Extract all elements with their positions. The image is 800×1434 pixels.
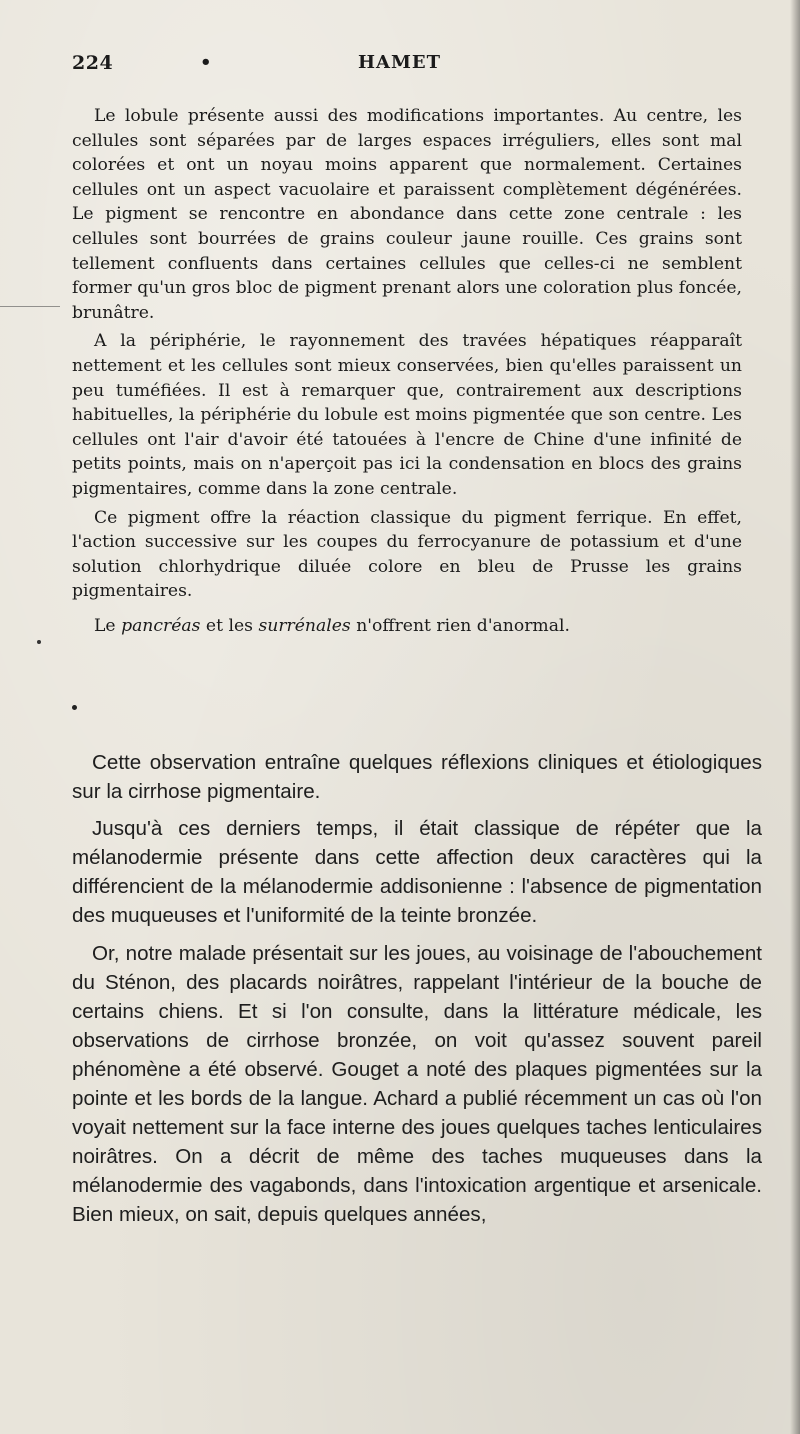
paragraph-observation: Cette observation entraîne quelques réflexions cliniques et étiologiques sur la cirrhose pigmentaire. <box>72 751 762 804</box>
discussion-section <box>72 748 762 1230</box>
text-run: et les <box>200 615 259 636</box>
running-head: HAMET <box>358 52 442 73</box>
paragraph-lobule: Le lobule présente aussi des modifications importantes. Au centre, les cellules sont séparées par de larges espaces irréguliers, elles sont mal colorées et ont un noyau moins apparent que normalement. Certaines cellules ont un aspect vacuolaire et paraissent complètement dégénérées. Le pigment se rencontre en abondance dans cette zone centrale : les cellules sont bourrées de grains couleur jaune rouille. Ces grains sont tellement confluents dans certaines cellules que celles-ci ne semblent former qu'un gros bloc de pigment prenant alors une coloration plus foncée, brunâtre. <box>72 106 742 323</box>
paragraph-pancreas <box>72 614 742 639</box>
page-number: 224 <box>72 52 114 74</box>
text-run: n'offrent rien d'anormal. <box>350 615 570 636</box>
italic-term-pancreas: pancréas <box>121 615 201 636</box>
margin-mark <box>0 306 60 307</box>
histology-section <box>72 104 742 638</box>
header-bullet: • <box>200 52 212 73</box>
text-run: Le <box>94 615 122 636</box>
page-edge-shadow <box>790 0 800 1434</box>
italic-term-surrenales: surrénales <box>258 615 351 636</box>
margin-dot <box>37 640 41 644</box>
margin-dot <box>72 705 77 710</box>
page-header <box>72 52 742 82</box>
paragraph-pigment: Ce pigment offre la réaction classique du pigment ferrique. En effet, l'action successive sur les coupes du ferrocyanure de potassium et d'une solution chlorhydrique diluée colore en bleu de Prusse les grains pigmentaires. <box>72 507 742 602</box>
paragraph-malade: Or, notre malade présentait sur les joues, au voisinage de l'abouchement du Sténon, des placards noirâtres, rappelant l'intérieur de la bouche de certains chiens. Et si l'on consulte, dans la littérature médicale, les observations de cirrhose bronzée, on voit qu'assez souvent pareil phénomène a été observé. Gouget a noté des plaques pigmentées sur la pointe et les bords de la langue. Achard a publié récemment un cas où l'on voyait nettement sur la face interne des joues quelques taches lenticulaires noirâtres. On a décrit de même des taches muqueuses dans la mélanodermie des vagabonds, dans l'intoxication argentique et arsenicale. Bien mieux, on sait, depuis quelques années, <box>72 941 762 1227</box>
paragraph-peripherie: A la périphérie, le rayonnement des travées hépatiques réapparaît nettement et les cellules sont mieux conservées, bien qu'elles paraissent un peu tuméfiées. Il est à remarquer que, contrairement aux descriptions habituelles, la périphérie du lobule est moins pigmentée que son centre. Les cellules ont l'air d'avoir été tatouées à l'encre de Chine d'une infinité de petits points, mais on n'aperçoit pas ici la condensation en blocs des grains pigmentaires, comme dans la zone centrale. <box>72 331 742 499</box>
paragraph-classique: Jusqu'à ces derniers temps, il était classique de répéter que la mélanodermie présente dans cette affection deux caractères qui la différencient de la mélanodermie addisonienne : l'absence de pigmentation des muqueuses et l'uniformité de la teinte bronzée. <box>72 817 762 928</box>
